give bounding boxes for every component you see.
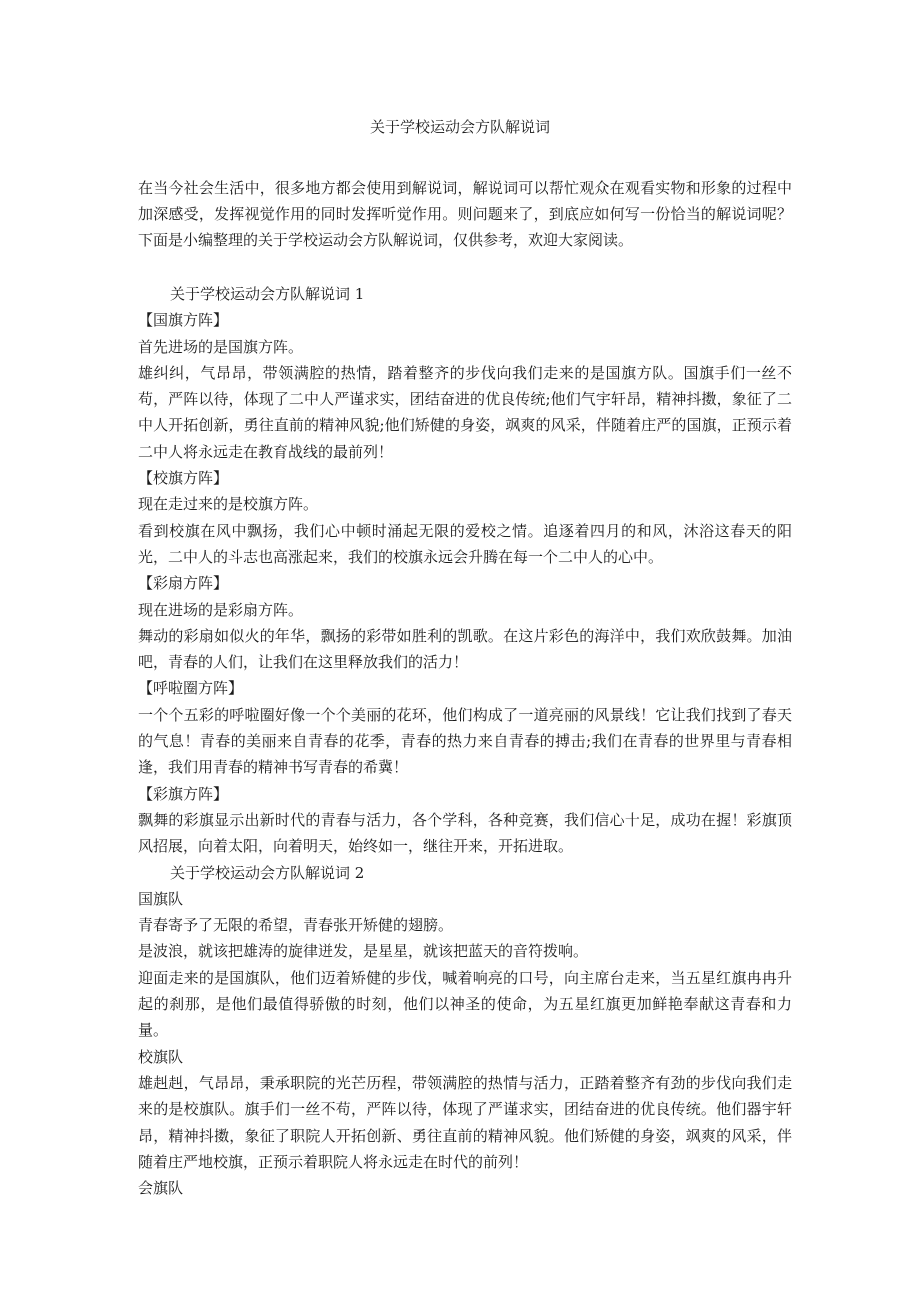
intro-paragraph: 在当今社会生活中，很多地方都会使用到解说词，解说词可以帮忙观众在观看实物和形象的过程中加深感受，发挥视觉作用的同时发挥听觉作用。则问题来了，到底应如何写一份恰当的解说词呢？下面是小编整理的关于学校运动会方队解说词，仅供参考，欢迎大家阅读。	[138, 179, 792, 249]
flag-team-line-2: 是波浪，就该把雄涛的旋律迸发，是星星，就该把蓝天的音符拨响。	[138, 942, 589, 961]
association-flag-team-label: 会旗队	[138, 1179, 184, 1198]
school-flag-formation-text: 看到校旗在风中飘扬，我们心中顿时涌起无限的爱校之情。追逐着四月的和风，沐浴这春天的阳光，二中人的斗志也高涨起来，我们的校旗永远会升腾在每一个二中人的心中。	[138, 521, 792, 566]
banner-formation-label: 【彩旗方阵】	[138, 784, 229, 803]
flag-formation-text: 雄纠纠，气昂昂，带领满腔的热情，踏着整齐的步伐向我们走来的是国旗方队。国旗手们一丝不苟，严阵以待，体现了二中人严谨求实，团结奋进的优良传统;他们气宇轩昂，精神抖擞，象征了二中人开拓创新，勇往直前的精神风貌;他们矫健的身姿，飒爽的风采，伴随着庄严的国旗，正预示着二中人将永远走在教育战线的最前列！	[138, 363, 792, 461]
fan-formation-label: 【彩扇方阵】	[138, 574, 229, 593]
section-heading-2: 关于学校运动会方队解说词 2	[170, 863, 365, 882]
document-title: 关于学校运动会方队解说词	[369, 118, 550, 136]
fan-formation-intro: 现在进场的是彩扇方阵。	[138, 600, 304, 619]
document-body	[138, 281, 792, 1201]
flag-formation-label: 【国旗方阵】	[138, 311, 229, 330]
school-flag-formation-label: 【校旗方阵】	[138, 469, 229, 488]
banner-formation-text: 飘舞的彩旗显示出新时代的青春与活力，各个学科，各种竞赛，我们信心十足，成功在握！彩旗顶风招展，向着太阳，向着明天，始终如一，继往开来，开拓进取。	[138, 810, 792, 856]
hoop-formation-label: 【呼啦圈方阵】	[138, 679, 244, 698]
school-flag-team-label: 校旗队	[138, 1047, 184, 1066]
school-flag-team-text: 雄赳赳，气昂昂，秉承职院的光芒历程，带领满腔的热情与活力，正踏着整齐有劲的步伐向我们走来的是校旗队。旗手们一丝不苟，严阵以待，体现了严谨求实，团结奋进的优良传统。他们器宇轩昂，精神抖擞，象征了职院人开拓创新、勇往直前的精神风貌。他们矫健的身姿，飒爽的风采，伴随着庄严地校旗，正预示着职院人将永远走在时代的前列！	[138, 1073, 792, 1171]
flag-formation-intro: 首先进场的是国旗方阵。	[138, 337, 304, 356]
flag-team-text: 迎面走来的是国旗队，他们迈着矫健的步伐，喊着响亮的口号，向主席台走来，当五星红旗冉冉升起的刹那，是他们最值得骄傲的时刻，他们以神圣的使命，为五星红旗更加鲜艳奉献这青春和力量。	[138, 968, 792, 1040]
flag-team-label: 国旗队	[138, 889, 184, 908]
hoop-formation-text: 一个个五彩的呼啦圈好像一个个美丽的花环，他们构成了一道亮丽的风景线！它让我们找到了春天的气息！青春的美丽来自青春的花季，青春的热力来自青春的搏击;我们在青春的世界里与青春相逢，我们用青春的精神书写青春的希冀！	[138, 705, 792, 777]
flag-team-line-1: 青春寄予了无限的希望，青春张开矫健的翅膀。	[138, 916, 454, 935]
fan-formation-text: 舞动的彩扇如似火的年华，飘扬的彩带如胜利的凯歌。在这片彩色的海洋中，我们欢欣鼓舞。加油吧，青春的人们，让我们在这里释放我们的活力！	[138, 626, 792, 672]
section-heading-1: 关于学校运动会方队解说词 1	[170, 285, 365, 303]
school-flag-formation-intro: 现在走过来的是校旗方阵。	[138, 495, 319, 514]
